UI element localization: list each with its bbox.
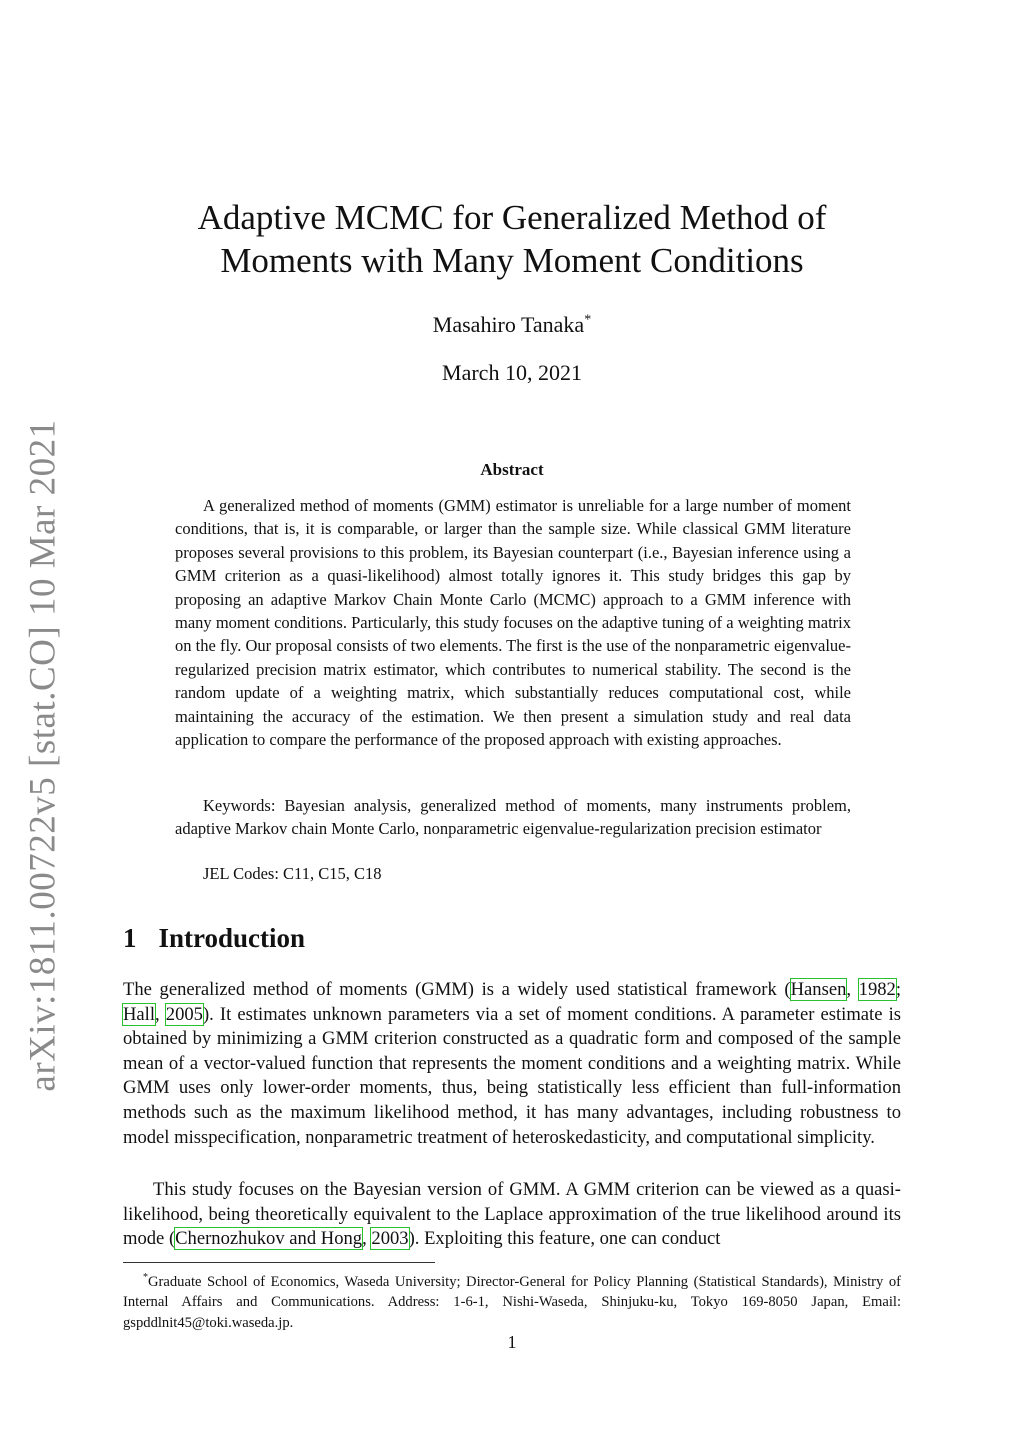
section-heading-introduction — [123, 923, 305, 954]
arxiv-identifier-text: arXiv:1811.00722v5 [stat.CO] 10 Mar 2021 — [22, 418, 64, 1092]
author-name: Masahiro Tanaka — [432, 312, 585, 337]
introduction-paragraph-2 — [123, 1178, 901, 1252]
text-run: ). It estimates unknown parameters via a set of moment conditions. A parameter estimate is obtained by minimizing a GMM criterion constructed as a quadratic form and composed of the sample mean of a vector-valued function that represents the moment conditions and a weighting matrix. While GMM uses only lower-order moments, thus, being statistically less efficient than full-information methods such as the maximum likelihood method, it has many advantages, including robustness to model misspecification, nonparametric treatment of heteroskedasticity, and computational simplicity. — [123, 1003, 901, 1148]
footnote-mark: * — [143, 1272, 148, 1283]
section-title: Introduction — [158, 923, 306, 953]
introduction-paragraph-1 — [123, 978, 901, 1150]
citation-link-hall[interactable]: Hall — [123, 1003, 156, 1025]
text-run: , — [362, 1228, 372, 1250]
text-run: , — [155, 1003, 166, 1025]
section-number: 1 — [123, 923, 137, 953]
keywords: Keywords: Bayesian analysis, generalized method of moments, many instruments problem, adaptive Markov chain Monte Carlo, nonparametric eigenvalue-regularization precision estimator — [175, 796, 851, 839]
citation-link-chernozhukov-hong-year[interactable]: 2003 — [371, 1228, 409, 1250]
author-footnote-mark[interactable]: * — [584, 312, 592, 328]
citation-link-hansen-year[interactable]: 1982 — [858, 979, 896, 1000]
title-line-1: Adaptive MCMC for Generalized Method of — [197, 198, 827, 237]
abstract-text: A generalized method of moments (GMM) estimator is unreliable for a large number of moment conditions, that is, it is comparable, or larger than the sample size. While classical GMM literature proposes several provisions to this problem, its Bayesian counterpart (i.e., Bayesian inference using a GMM criterion as a quasi-likelihood) almost totally ignores it. This study bridges this gap by proposing an adaptive Markov Chain Monte Carlo (MCMC) approach to a GMM inference with many moment conditions. Particularly, this study focuses on the adaptive tuning of a weighting matrix on the fly. Our proposal consists of two elements. The first is the use of the nonparametric eigenvalue-regularized precision matrix estimator, which contributes to numerical stability. The second is the random update of a weighting matrix, which substantially reduces computational cost, while maintaining the accuracy of the estimation. We then present a simulation study and real data application to compare the performance of the proposed approach with existing approaches. — [175, 496, 851, 750]
citation-link-chernozhukov-hong[interactable]: Chernozhukov and Hong — [175, 1228, 363, 1250]
date: March 10, 2021 — [442, 360, 582, 385]
footnote — [123, 1268, 901, 1334]
abstract-heading: Abstract — [480, 460, 544, 479]
citation-link-hall-year[interactable]: 2005 — [165, 1003, 203, 1025]
text-run: ; — [895, 979, 901, 1000]
page-number: 1 — [507, 1332, 517, 1352]
footnote-divider — [123, 1262, 435, 1263]
text-run: ). Exploiting this feature, one can conduct — [408, 1228, 721, 1250]
citation-link-hansen[interactable]: Hansen — [790, 979, 847, 1000]
author — [0, 312, 1024, 338]
text-run: This study focuses on the Bayesian version of GMM. A GMM criterion can be viewed as a quasi-likelihood, being theoretically equivalent to the Laplace approximation of the true likelihood around its mode ( — [123, 1179, 901, 1250]
paper-title — [150, 196, 874, 282]
arxiv-identifier — [18, 418, 68, 1092]
title-line-2: Moments with Many Moment Conditions — [220, 241, 804, 280]
footnote-text: Graduate School of Economics, Waseda University; Director-General for Policy Planning (Statistical Standards), Ministry of Internal Affairs and Communications. Address: 1-6-1, Nishi-Waseda, Shinjuku-ku, Tokyo 169-8050 Japan, Email: gspddlnit45@toki.waseda.jp. — [123, 1273, 901, 1332]
text-run: The generalized method of moments (GMM) is a widely used statistical framework ( — [123, 979, 791, 1000]
jel-codes: JEL Codes: C11, C15, C18 — [203, 864, 382, 883]
text-run: , — [846, 979, 859, 1000]
